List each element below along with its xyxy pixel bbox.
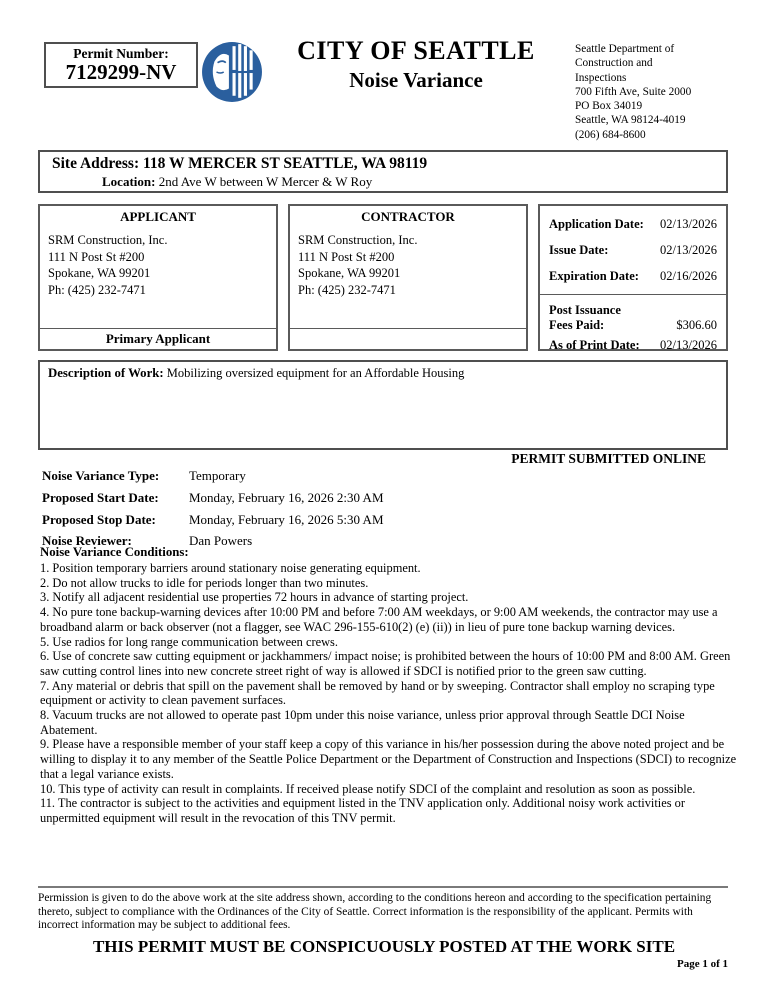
- condition-item: 2. Do not allow trucks to idle for periods longer than two minutes.: [40, 575, 369, 590]
- variance-type-row: [42, 468, 642, 484]
- issue-date-label: Issue Date:: [549, 243, 609, 257]
- contractor-line: 111 N Post St #200: [298, 249, 395, 264]
- noise-reviewer-value: Dan Powers: [189, 533, 253, 549]
- start-date-label: Proposed Start Date:: [42, 489, 159, 505]
- fees-paid-label: Fees Paid:: [549, 318, 605, 332]
- site-address-label: Site Address:: [52, 155, 140, 172]
- stop-date-value: Monday, February 16, 2026 5:30 AM: [189, 511, 384, 527]
- permission-paragraph: Permission is given to do the above work at the site address shown, according to the conditions hereon and according to the specification pertaining thereto, subject to compliance with the Ordinances of the City of Seattle. Correct information is the responsibility of the applicant. Permits with incorrect information may be subject to additional fees.: [38, 892, 712, 932]
- issue-date-row: [540, 243, 726, 258]
- contractor-box: [288, 204, 528, 351]
- condition-item: 4. No pure tone backup-warning devices after 10:00 PM and before 7:00 AM weekdays, or 9:00 AM weekends, the contractor may use a broadband alarm or back observer (not a flagger, see WAC 296-155-610(2) (e) (ii)) in lieu of pure tone backup warning devices.: [40, 605, 718, 634]
- permit-number-label: Permit Number:: [73, 46, 169, 61]
- fees-paid-row: [549, 318, 717, 333]
- condition-item: 10. This type of activity can result in complaints. If received please notify SDCI of the complaint and resolution as soon as possible.: [40, 781, 696, 796]
- dept-line: Inspections: [575, 71, 627, 84]
- expiration-date-label: Expiration Date:: [549, 269, 639, 283]
- department-address: [575, 42, 740, 142]
- applicant-box: [38, 204, 278, 351]
- application-date-value: 02/13/2026: [660, 217, 717, 231]
- dept-line: PO Box 34019: [575, 100, 643, 113]
- title-city: CITY OF SEATTLE: [297, 36, 535, 65]
- title-noise-variance: Noise Variance: [349, 68, 483, 92]
- applicant-details: [40, 225, 276, 298]
- application-date-row: [540, 217, 726, 232]
- expiration-date-row: [540, 269, 726, 284]
- stop-date-row: [42, 512, 642, 528]
- permit-number-box: [44, 42, 198, 88]
- noise-reviewer-label: Noise Reviewer:: [42, 533, 132, 549]
- issue-date-value: 02/13/2026: [660, 243, 717, 257]
- expiration-date-value: 02/16/2026: [660, 269, 717, 283]
- site-address-line: [52, 155, 726, 173]
- variance-type-value: Temporary: [189, 468, 246, 483]
- site-location-line: [52, 174, 726, 190]
- dept-line: Seattle, WA 98124-4019: [575, 114, 686, 127]
- condition-item: 11. The contractor is subject to the activities and equipment listed in the TNV application only. Additional noisy work activities or unpermitted equipment will result in the revocation of this TNV permit.: [40, 796, 685, 825]
- posted-notice: THIS PERMIT MUST BE CONSPICUOUSLY POSTED AT THE WORK SITE: [92, 937, 676, 956]
- condition-item: 9. Please have a responsible member of your staff keep a copy of this variance in his/her possession during the above noted project and be willing to display it to any member of the Seattle Police Department or the Department of Construction and Inspections (SDCI) to recognize that a legal variance exists.: [40, 737, 737, 781]
- condition-item: 5. Use radios for long range communication between crews.: [40, 634, 338, 649]
- print-date-value: 02/13/2026: [660, 338, 717, 352]
- condition-item: 6. Use of concrete saw cutting equipment or jackhammers/ impact noise; is prohibited between the hours of 10:00 PM and 8:00 AM. Green saw cutting control lines into new concrete street right of way is allowed if SDCI is notified prior to the green saw cutting.: [40, 649, 731, 678]
- location-label: Location:: [102, 174, 156, 189]
- conditions-heading: Noise Variance Conditions:: [40, 545, 189, 559]
- permit-submitted-online-label: PERMIT SUBMITTED ONLINE: [511, 451, 706, 466]
- applicant-line: Spokane, WA 99201: [48, 266, 151, 280]
- contractor-line: Ph: (425) 232-7471: [298, 282, 396, 297]
- contractor-line: SRM Construction, Inc.: [298, 233, 418, 247]
- dept-line: (206) 684-8600: [575, 128, 646, 141]
- description-text: Mobilizing oversized equipment for an Affordable Housing: [163, 366, 465, 380]
- start-date-value: Monday, February 16, 2026 2:30 AM: [189, 489, 384, 505]
- fees-block: [540, 295, 726, 333]
- variance-type-label: Noise Variance Type:: [42, 468, 160, 483]
- applicant-heading: APPLICANT: [120, 209, 196, 224]
- contractor-details: [290, 225, 526, 298]
- city-of-seattle-logo-icon: [201, 37, 263, 107]
- applicant-line: Ph: (425) 232-7471: [48, 282, 146, 297]
- location-value: 2nd Ave W between W Mercer & W Roy: [158, 174, 373, 189]
- condition-item: 7. Any material or debris that spill on the pavement shall be removed by hand or by sweeping. Contractor shall employ no scraping type equipment or activity to clean pavement surfaces.: [40, 678, 715, 708]
- fees-paid-value: $306.60: [676, 318, 717, 332]
- application-date-label: Application Date:: [549, 217, 644, 231]
- applicant-line: 111 N Post St #200: [48, 249, 145, 264]
- fees-label-line1: Post Issuance: [549, 303, 621, 317]
- contractor-line: Spokane, WA 99201: [298, 266, 401, 280]
- dept-line: Seattle Department of: [575, 43, 675, 55]
- contractor-heading: CONTRACTOR: [361, 209, 455, 224]
- print-date-row: [540, 338, 726, 353]
- permit-number-value: 7129299-NV: [65, 60, 177, 84]
- condition-item: 1. Position temporary barriers around stationary noise generating equipment.: [40, 561, 421, 575]
- applicant-line: SRM Construction, Inc.: [48, 233, 168, 247]
- description-of-work-box: [38, 360, 728, 450]
- dept-line: Construction and: [575, 57, 653, 70]
- page-number: Page 1 of 1: [676, 958, 728, 970]
- description-label: Description of Work:: [48, 366, 164, 380]
- dates-box: [538, 204, 728, 351]
- contractor-footer-empty: [290, 328, 526, 349]
- dept-line: 700 Fifth Ave, Suite 2000: [575, 85, 692, 98]
- start-date-row: [42, 490, 642, 506]
- stop-date-label: Proposed Stop Date:: [42, 511, 156, 527]
- document-title: [266, 36, 566, 93]
- primary-applicant-label: Primary Applicant: [40, 328, 276, 349]
- noise-variance-conditions: [40, 545, 740, 826]
- condition-item: 3. Notify all adjacent residential use properties 72 hours in advance of starting project.: [40, 590, 469, 605]
- site-address-value: 118 W MERCER ST SEATTLE, WA 98119: [143, 155, 428, 172]
- variance-details: [42, 468, 642, 555]
- print-date-label: As of Print Date:: [549, 338, 640, 352]
- condition-item: 8. Vacuum trucks are not allowed to operate past 10pm under this noise variance, unless prior approval through Seattle DCI Noise Abatement.: [40, 708, 685, 737]
- footer-divider: [38, 886, 728, 888]
- site-address-box: [38, 150, 728, 193]
